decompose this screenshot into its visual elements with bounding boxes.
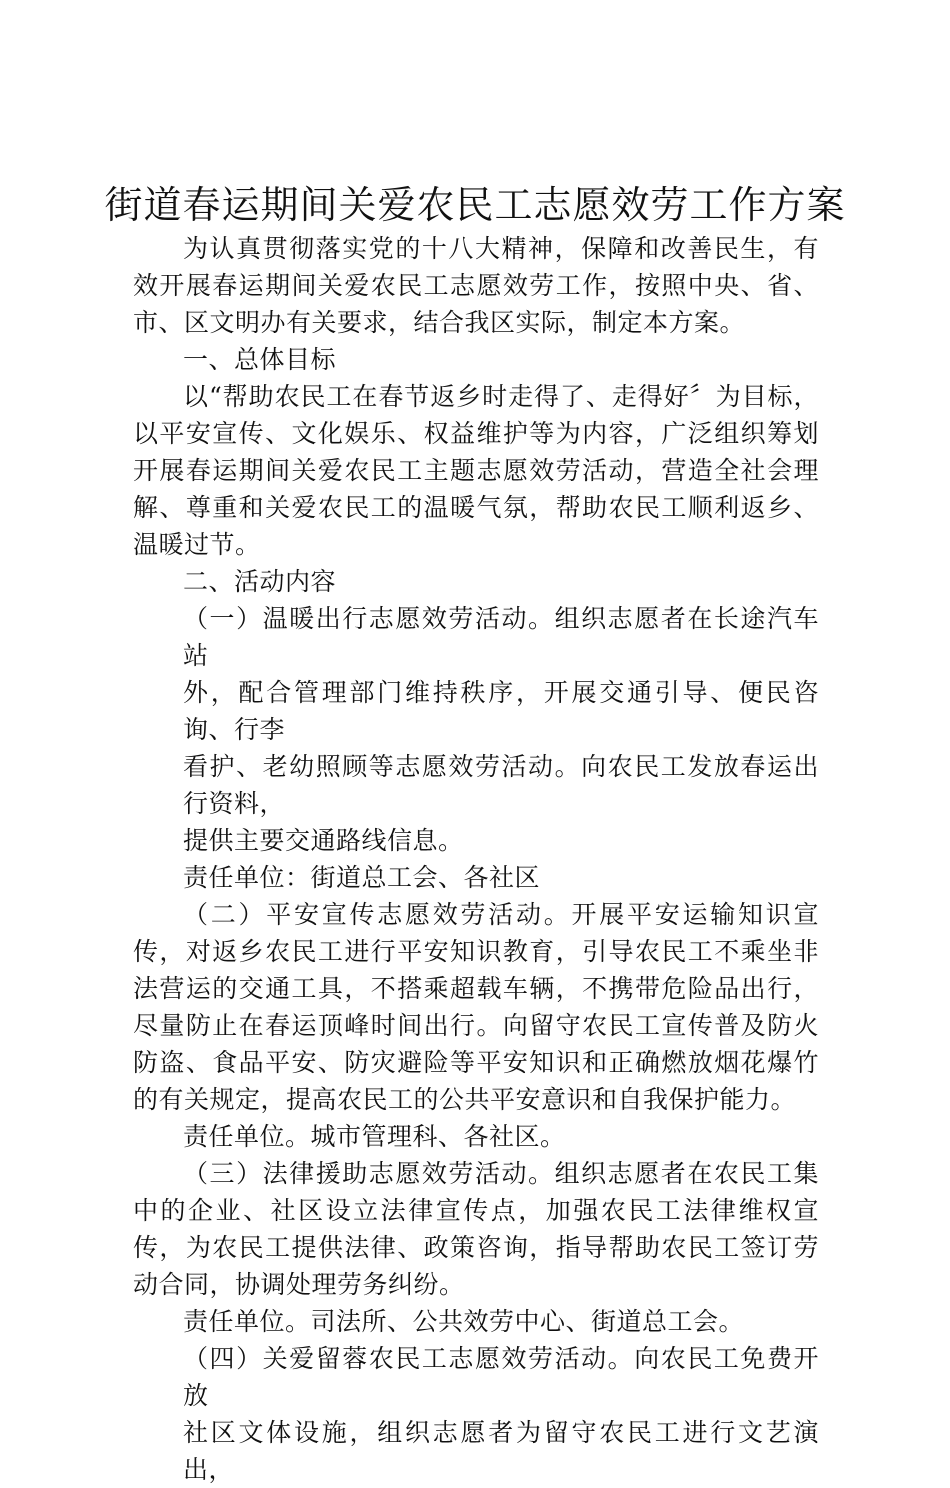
paragraph: 为认真贯彻落实党的十八大精神，保障和改善民生，有效开展春运期间关爱农民工志愿效劳工作，按照中央、省、市、区文明办有关要求，结合我区实际，制定本方案。 (133, 234, 819, 337)
paragraph: 社区文体设施，组织志愿者为留守农民工进行文艺演出， (183, 1418, 819, 1484)
paragraph: （二）平安宣传志愿效劳活动。开展平安运输知识宣传，对返乡农民工进行平安知识教育，引导农民工不乘坐非法营运的交通工具，不搭乘超载车辆，不携带危险品出行，尽量防止在春运顶峰时间出行。向留守农民工宣传普及防火防盗、食品平安、防灾避险等平安知识和正确燃放烟花爆竹的有关规定，提高农民工的公共平安意识和自我保护能力。 (133, 900, 819, 1114)
paragraph: 一、总体目标 (183, 345, 337, 374)
paragraph: 以“帮助农民工在春节返乡时走得了、走得好〞为目标，以平安宣传、文化娱乐、权益维护等为内容，广泛组织筹划开展春运期间关爱农民工主题志愿效劳活动，营造全社会理解、尊重和关爱农民工的温暖气氛，帮助农民工顺利返乡、温暖过节。 (133, 382, 819, 559)
document-title: 街道春运期间关爱农民工志愿效劳工作方案 (104, 183, 846, 227)
paragraph: 提供主要交通路线信息。 (183, 826, 464, 855)
paragraph: （一）温暖出行志愿效劳活动。组织志愿者在长途汽车站 (183, 604, 819, 670)
paragraph: 责任单位。城市管理科、各社区。 (183, 1122, 566, 1151)
paragraph: 责任单位。司法所、公共效劳中心、街道总工会。 (183, 1307, 745, 1336)
paragraph: 二、活动内容 (183, 567, 337, 596)
paragraph: 外，配合管理部门维持秩序，开展交通引导、便民咨询、行李 (183, 678, 819, 744)
paragraph: （三）法律援助志愿效劳活动。组织志愿者在农民工集中的企业、社区设立法律宣传点，加强农民工法律维权宣传，为农民工提供法律、政策咨询，指导帮助农民工签订劳动合同，协调处理劳务纠纷。 (133, 1159, 819, 1299)
paragraph: （四）关爱留蓉农民工志愿效劳活动。向农民工免费开放 (183, 1344, 819, 1410)
paragraph: 看护、老幼照顾等志愿效劳活动。向农民工发放春运出行资料， (183, 752, 819, 818)
paragraph: 责任单位：街道总工会、各社区 (183, 863, 541, 892)
document-body (133, 230, 819, 1488)
